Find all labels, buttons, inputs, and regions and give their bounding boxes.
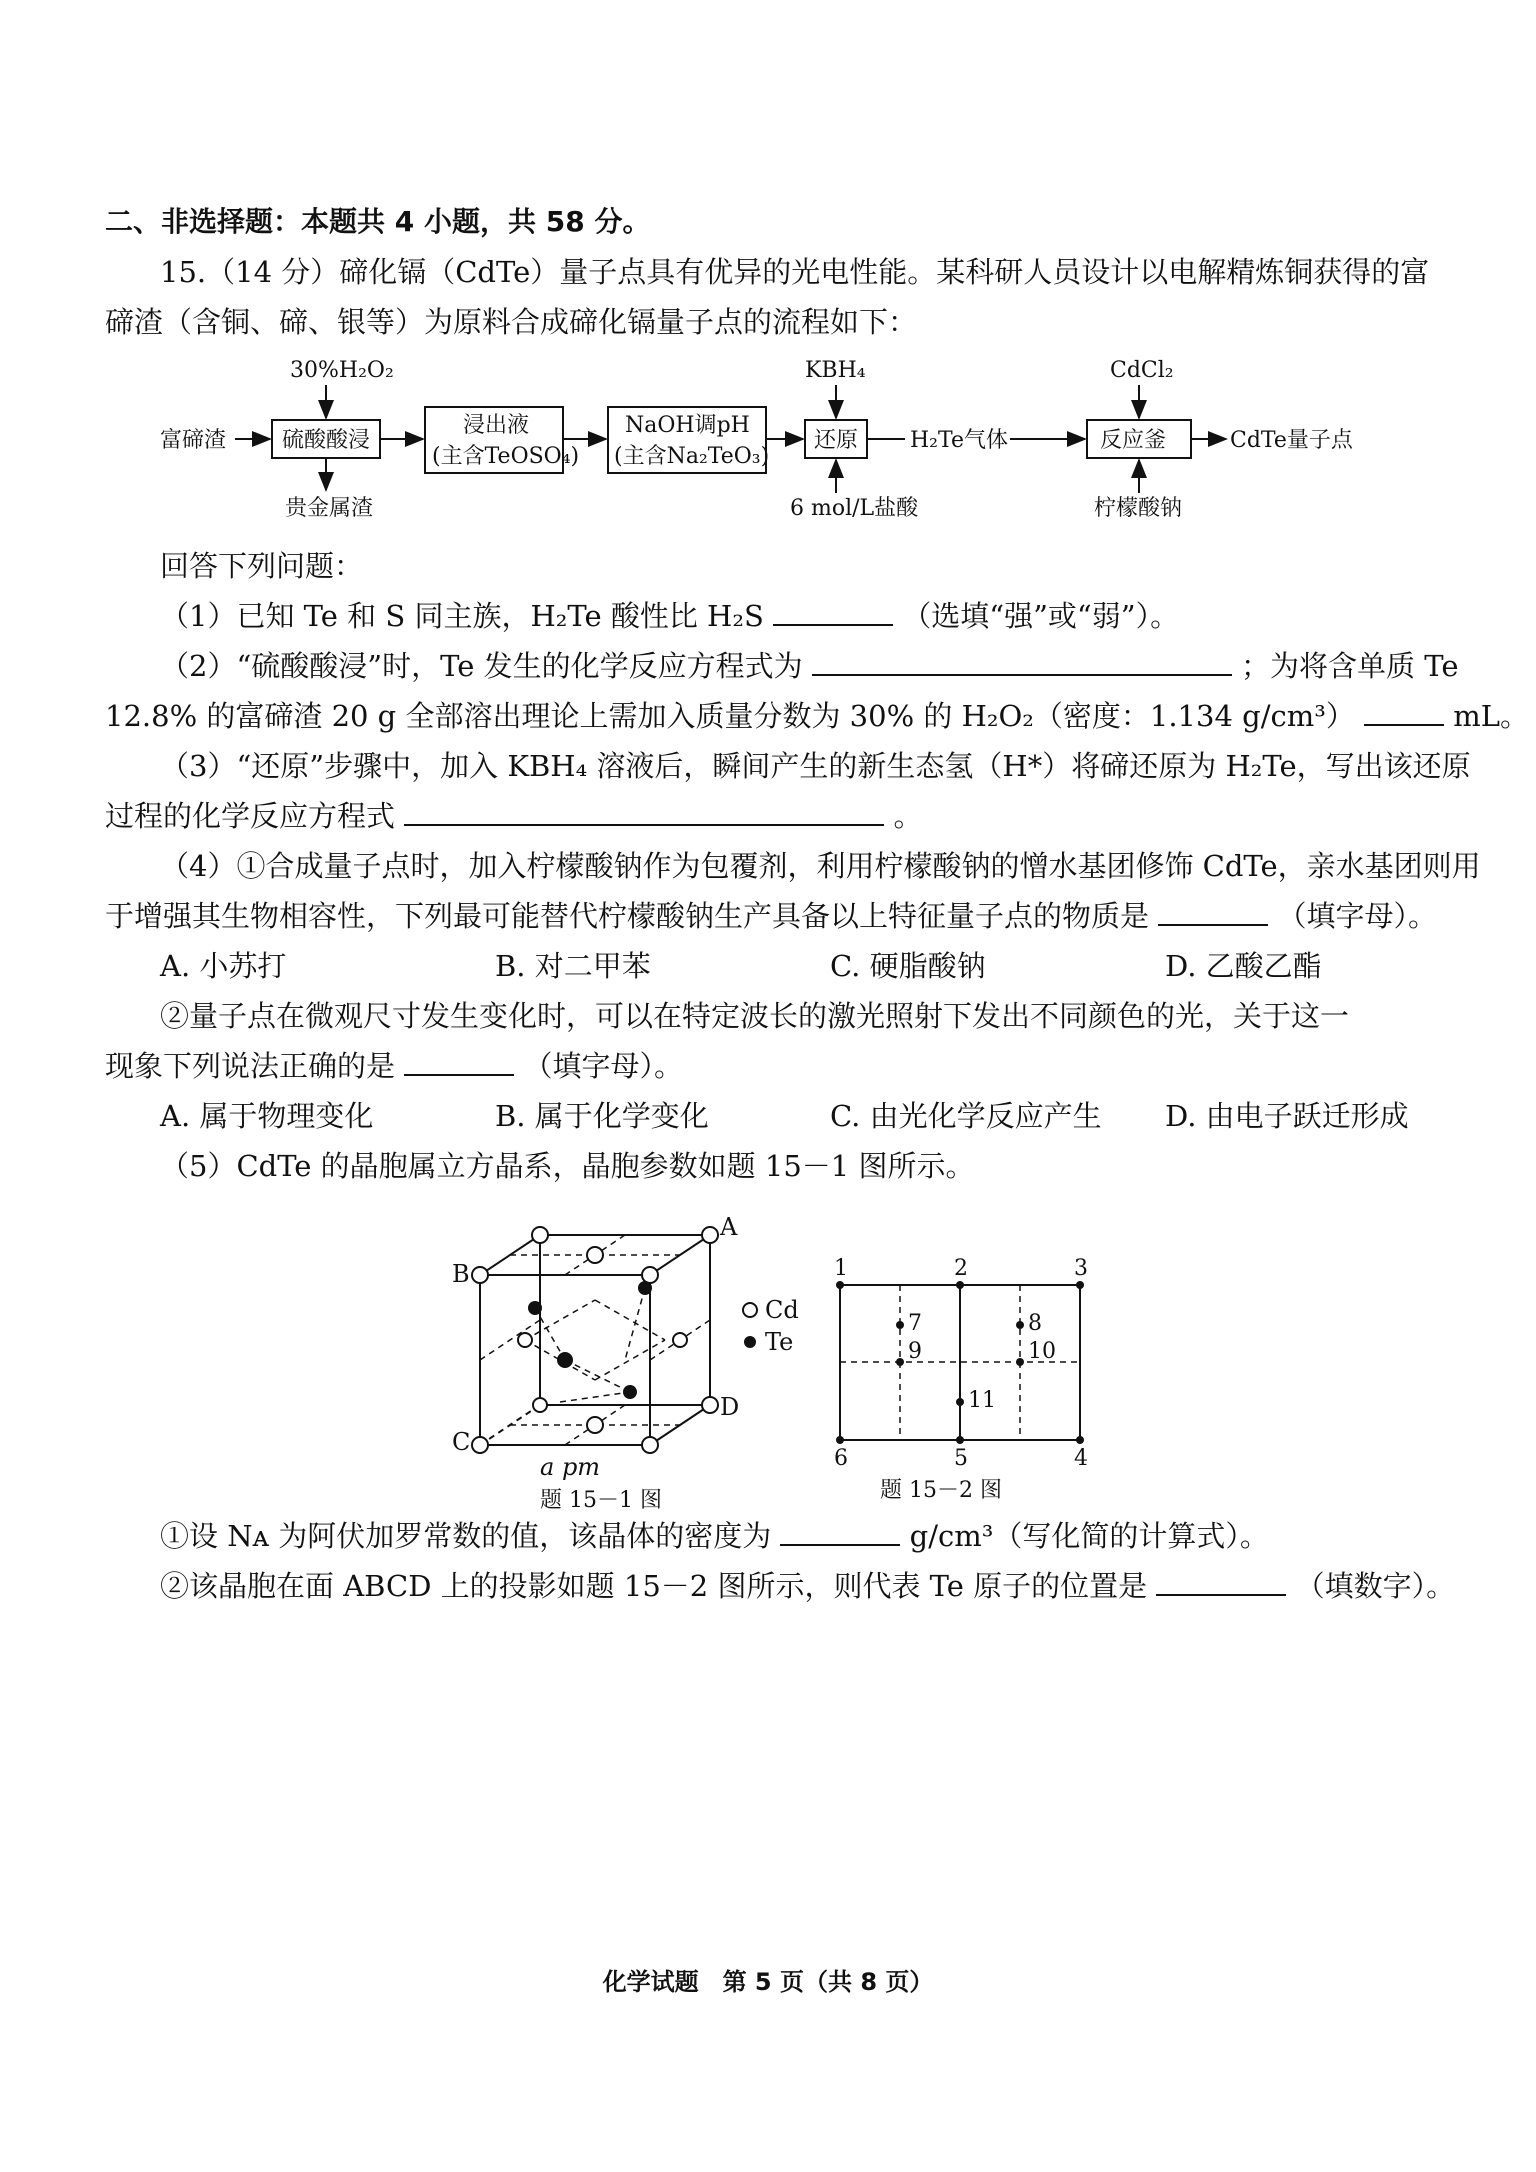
part-5-2 (160, 1568, 1456, 1604)
position-1: 1 (834, 1256, 848, 1281)
part-1-text: （1）已知 Te 和 S 同主族，H₂Te 酸性比 H₂S (160, 599, 764, 633)
position-10: 10 (1028, 1339, 1056, 1364)
flow-acid-label: 6 mol/L盐酸 (790, 496, 919, 521)
part-4-text-b: 于增强其生物相容性，下列最可能替代柠檬酸钠生产具备以上特征量子点的物质是 (105, 899, 1150, 933)
option-a[interactable]: A. 小苏打 (160, 949, 287, 983)
position-6: 6 (834, 1446, 848, 1471)
part-5-2-tail: （填数字）。 (1295, 1569, 1456, 1603)
part-4-1-answer-blank[interactable] (1158, 898, 1268, 926)
part-3-line-1: （3）“还原”步骤中，加入 KBH₄ 溶液后，瞬间产生的新生态氢（H*）将碲还原为 H₂Te，写出该还原 (160, 749, 1471, 783)
option-b[interactable]: B. 属于化学变化 (495, 1099, 709, 1133)
part-1-tail: （选填“强”或“弱”）。 (902, 599, 1180, 633)
part-3-line-2 (105, 798, 1436, 834)
position-8: 8 (1028, 1311, 1042, 1336)
figure-15-1-caption: 题 15－1 图 (540, 1488, 662, 1510)
part-5-1-tail: g/cm³（写化简的计算式）。 (909, 1519, 1269, 1553)
legend-cd-label: Cd (765, 1296, 799, 1324)
process-flow-diagram (150, 355, 1400, 530)
part-5-2-text: ②该晶胞在面 ABCD 上的投影如题 15－2 图所示，则代表 Te 原子的位置是 (160, 1569, 1148, 1603)
part-2-text-a: （2）“硫酸酸浸”时，Te 发生的化学反应方程式为 (160, 649, 803, 683)
part-2-line-1 (160, 648, 1459, 684)
part-4-line-3: ②量子点在微观尺寸发生变化时，可以在特定波长的激光照射下发出不同颜色的光，关于这一 (160, 999, 1350, 1033)
part-1-answer-blank[interactable] (773, 598, 893, 626)
flow-box4-label: 还原 (814, 428, 859, 453)
flow-cdcl2-label: CdCl₂ (1110, 358, 1174, 383)
legend-te-label: Te (765, 1328, 794, 1356)
option-c[interactable]: C. 由光化学反应产生 (830, 1099, 1102, 1133)
corner-d-label: D (720, 1393, 740, 1421)
part-5-1-text: ①设 Nᴀ 为阿伏加罗常数的值，该晶体的密度为 (160, 1519, 772, 1553)
question-intro-line-1: 15.（14 分）碲化镉（CdTe）量子点具有优异的光电性能。某科研人员设计以电解精炼铜获得的富 (160, 255, 1430, 289)
flow-box3-line2: (主含Na₂TeO₃) (614, 444, 770, 469)
part-4-2-answer-blank[interactable] (404, 1048, 514, 1076)
position-2: 2 (954, 1256, 968, 1281)
unit-cell-figure (440, 1210, 820, 1510)
part-3-text: 过程的化学反应方程式 (105, 799, 396, 833)
flow-kbh4-label: KBH₄ (805, 358, 866, 383)
projection-figure (810, 1255, 1100, 1510)
flow-h2o2-label: 30%H₂O₂ (290, 358, 394, 383)
flow-box2-line2: (主含TeOSO₄) (432, 444, 580, 469)
option-d[interactable]: D. 乙酸乙酯 (1165, 949, 1322, 983)
option-b[interactable]: B. 对二甲苯 (495, 949, 651, 983)
flow-start-label: 富碲渣 (160, 428, 227, 453)
corner-a-label: A (720, 1213, 738, 1241)
flow-citrate-label: 柠檬酸钠 (1094, 496, 1183, 521)
part-4-line-2 (105, 898, 1436, 934)
position-3: 3 (1074, 1256, 1088, 1281)
option-c[interactable]: C. 硬脂酸钠 (830, 949, 986, 983)
part-5-1 (160, 1518, 1436, 1554)
option-a[interactable]: A. 属于物理变化 (160, 1099, 374, 1133)
flow-product-label: CdTe量子点 (1230, 428, 1353, 453)
part-2-line-2 (105, 698, 1530, 734)
part-4-line-4 (105, 1048, 1436, 1084)
flow-box3-line1: NaOH调pH (625, 413, 750, 438)
answer-prompt: 回答下列问题： (160, 549, 364, 583)
position-4: 4 (1074, 1446, 1088, 1471)
part-2-text-c: 12.8% 的富碲渣 20 g 全部溶出理论上需加入质量分数为 30% 的 H₂O₂（密度：1.134 g/cm³） (105, 699, 1355, 733)
edge-length-label: a pm (540, 1453, 601, 1481)
part-2-equation-blank[interactable] (812, 648, 1232, 676)
part-2-unit: mL。 (1453, 699, 1530, 733)
corner-b-label: B (452, 1260, 470, 1288)
position-7: 7 (908, 1311, 922, 1336)
flow-box5-label: 反应釜 (1100, 428, 1167, 453)
position-11: 11 (968, 1388, 996, 1413)
figure-15-2-caption: 题 15－2 图 (880, 1478, 1002, 1503)
part-5-2-position-blank[interactable] (1156, 1568, 1286, 1596)
corner-c-label: C (452, 1428, 471, 1456)
part-4-tail-b: （填字母）。 (1277, 899, 1437, 933)
part-5-intro: （5）CdTe 的晶胞属立方晶系，晶胞参数如题 15－1 图所示。 (160, 1149, 975, 1183)
part-3-end: 。 (893, 799, 923, 833)
part-2-text-b: ；为将含单质 Te (1241, 649, 1459, 683)
question-intro-line-2: 碲渣（含铜、碲、银等）为原料合成碲化镉量子点的流程如下： (105, 305, 918, 339)
part-3-equation-blank[interactable] (404, 798, 884, 826)
flow-box1-label: 硫酸酸浸 (282, 428, 371, 453)
part-1 (160, 598, 1436, 634)
option-d[interactable]: D. 由电子跃迁形成 (1165, 1099, 1409, 1133)
part-5-1-density-blank[interactable] (780, 1518, 900, 1546)
flow-gas-label: H₂Te气体 (910, 428, 1008, 453)
section-heading: 二、非选择题：本题共 4 小题，共 58 分。 (105, 205, 651, 238)
part-4-text-d: 现象下列说法正确的是 (105, 1049, 396, 1083)
flow-box2-line1: 浸出液 (463, 413, 530, 438)
position-5: 5 (954, 1446, 968, 1471)
page-footer: 化学试题 第 5 页（共 8 页） (602, 1968, 934, 1996)
position-9: 9 (908, 1339, 922, 1364)
part-4-line-1: （4）①合成量子点时，加入柠檬酸钠作为包覆剂，利用柠檬酸钠的憎水基团修饰 CdTe，亲水基团则用 (160, 849, 1481, 883)
part-2-volume-blank[interactable] (1364, 698, 1444, 726)
part-4-tail-d: （填字母）。 (523, 1049, 683, 1083)
flow-residue-label: 贵金属渣 (285, 496, 374, 521)
